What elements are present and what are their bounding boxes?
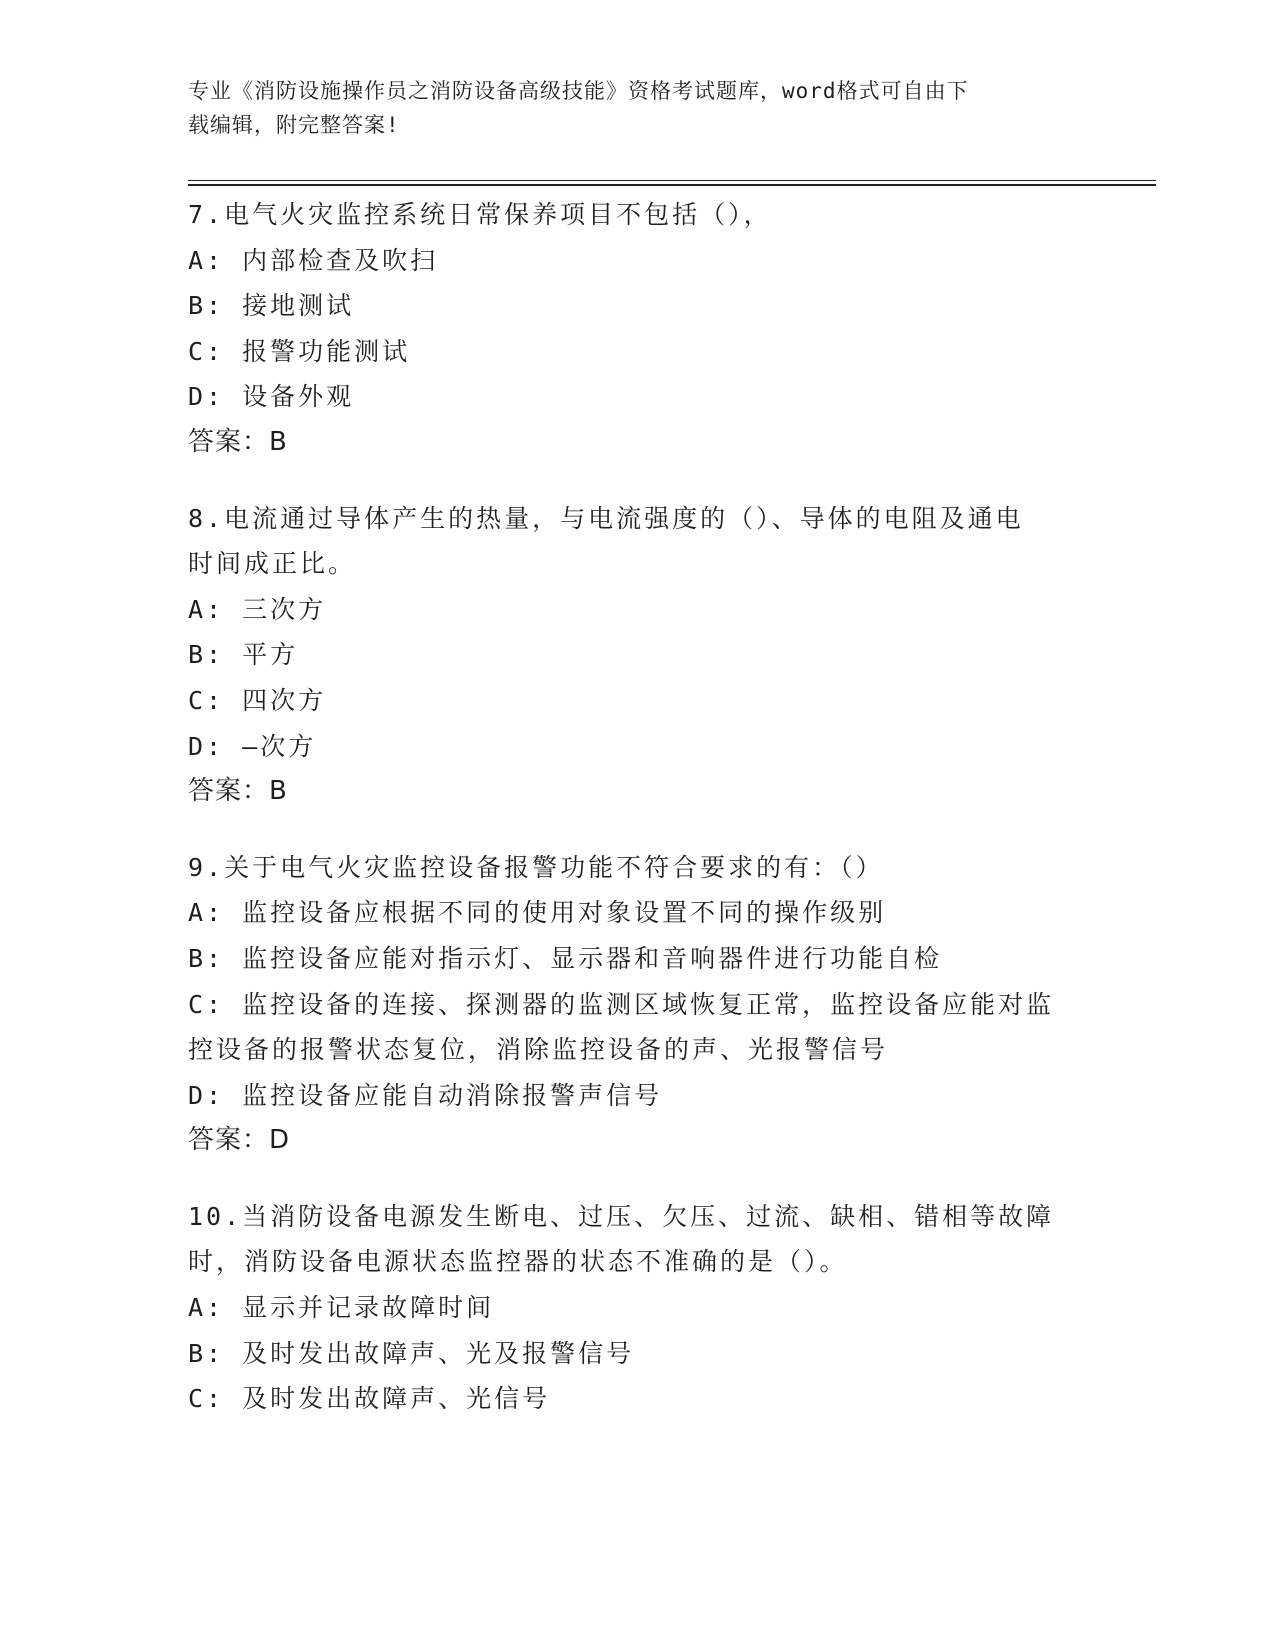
option-c: C: 监控设备的连接、探测器的监测区域恢复正常，监控设备应能对监	[188, 989, 1055, 1019]
header-line: 专业《消防设施操作员之消防设备高级技能》资格考试题库，word格式可自由下	[188, 79, 969, 103]
option-c: C: 四次方	[188, 685, 327, 715]
question-stem: 时间成正比。	[188, 549, 357, 579]
answer: 答案：B	[188, 776, 288, 807]
option-c: C: 及时发出故障声、光信号	[188, 1384, 551, 1414]
header-divider-thick	[188, 184, 1156, 186]
option-d: D: 设备外观	[188, 382, 355, 412]
option-b: B: 及时发出故障声、光及报警信号	[188, 1338, 635, 1368]
question-stem: 8.电流通过导体产生的热量，与电流强度的（）、导体的电阻及通电	[188, 503, 1024, 533]
option-b: B: 平方	[188, 640, 299, 670]
question-8	[188, 496, 1088, 815]
question-list	[188, 192, 1088, 1452]
question-stem: 10.当消防设备电源发生断电、过压、欠压、过流、缺相、错相等故障	[188, 1201, 1055, 1231]
question-stem: 9.关于电气火灾监控设备报警功能不符合要求的有：（）	[188, 852, 884, 882]
option-a: A: 显示并记录故障时间	[188, 1293, 495, 1323]
option-d: D: —次方	[188, 731, 317, 761]
option-b: B: 接地测试	[188, 291, 355, 321]
question-10	[188, 1194, 1088, 1422]
answer: 答案：B	[188, 426, 288, 457]
header-line: 载编辑，附完整答案!	[188, 113, 400, 137]
question-7	[188, 192, 1088, 466]
question-stem: 时，消防设备电源状态监控器的状态不准确的是（）。	[188, 1247, 848, 1277]
answer: 答案：D	[188, 1125, 291, 1156]
question-stem: 7.电气火灾监控系统日常保养项目不包括（），	[188, 200, 772, 229]
option-a: A: 监控设备应根据不同的使用对象设置不同的操作级别	[188, 898, 887, 928]
document-header	[188, 74, 1068, 142]
option-c-continued: 控设备的报警状态复位，消除监控设备的声、光报警信号	[188, 1035, 889, 1065]
question-9	[188, 845, 1088, 1164]
header-divider-thin	[188, 180, 1156, 181]
option-c: C: 报警功能测试	[188, 336, 411, 366]
option-a: A: 内部检查及吹扫	[188, 245, 439, 275]
option-b: B: 监控设备应能对指示灯、显示器和音响器件进行功能自检	[188, 943, 943, 973]
option-d: D: 监控设备应能自动消除报警声信号	[188, 1080, 663, 1110]
option-a: A: 三次方	[188, 594, 327, 624]
